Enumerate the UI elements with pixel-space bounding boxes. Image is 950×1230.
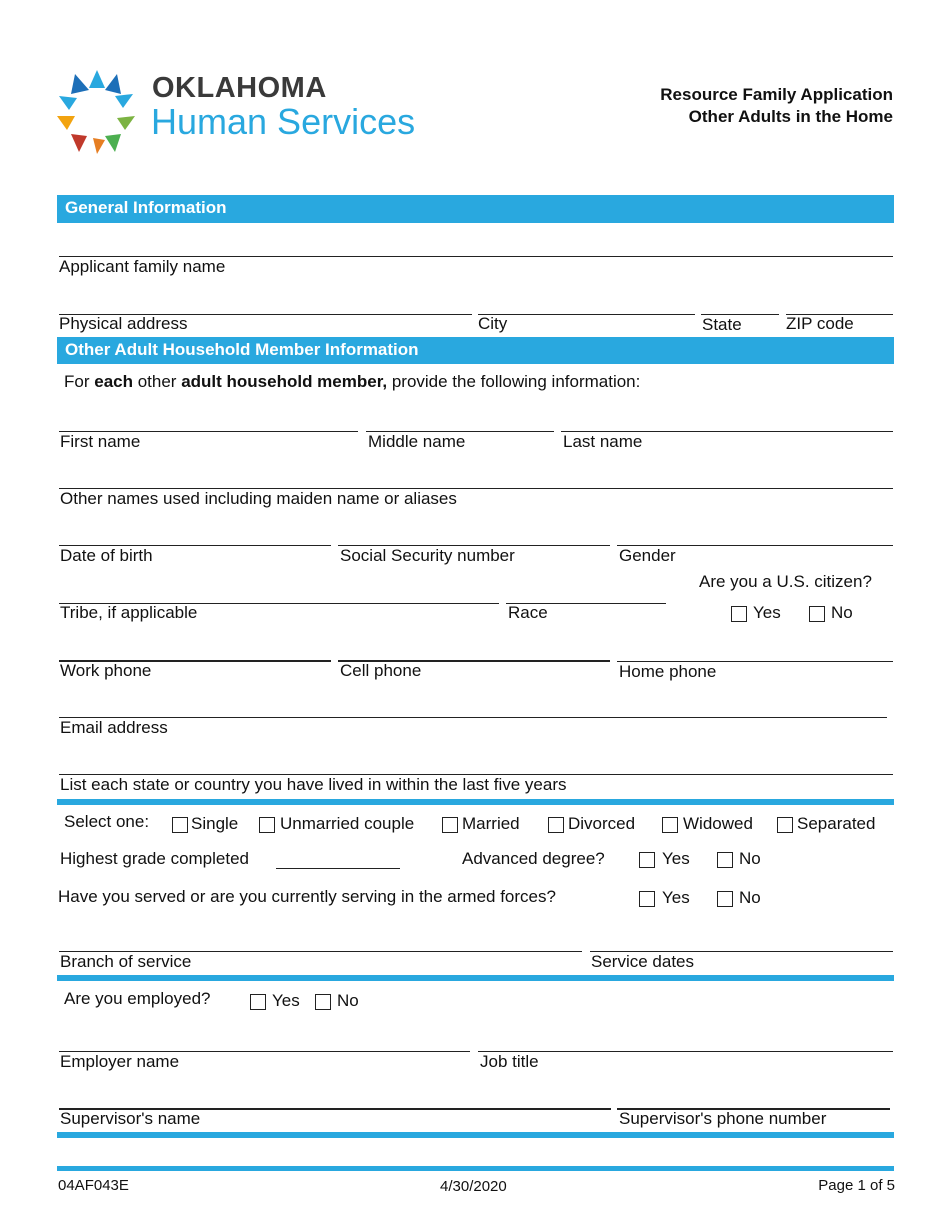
last-name-label: Last name (563, 432, 643, 451)
marital-widowed-checkbox[interactable] (662, 817, 678, 833)
armed-forces-question: Have you served or are you currently serving in the armed forces? (58, 887, 556, 906)
armed-forces-no-label: No (739, 888, 761, 907)
marital-widowed-label: Widowed (683, 814, 753, 833)
advanced-degree-yes-label: Yes (662, 849, 690, 868)
general-information-header (57, 195, 894, 223)
job-title-field[interactable] (478, 1051, 893, 1052)
state-label: State (702, 315, 742, 334)
branch-of-service-label: Branch of service (60, 952, 192, 971)
middle-name-label: Middle name (368, 432, 466, 451)
citizen-no-checkbox[interactable] (809, 606, 825, 622)
employed-question: Are you employed? (64, 989, 211, 1008)
city-field[interactable] (478, 314, 695, 315)
employer-name-label: Employer name (60, 1052, 180, 1071)
employed-no-checkbox[interactable] (315, 994, 331, 1010)
form-subtitle: Other Adults in the Home (688, 107, 893, 126)
marital-unmarried-couple-label: Unmarried couple (280, 814, 415, 833)
work-phone-label: Work phone (60, 661, 152, 680)
race-label: Race (508, 603, 548, 622)
marital-separated-label: Separated (797, 814, 876, 833)
other-adult-header (57, 337, 894, 364)
home-phone-label: Home phone (619, 662, 717, 681)
armed-forces-yes-checkbox[interactable] (639, 891, 655, 907)
page-number: Page 1 of 5 (818, 1177, 895, 1194)
employed-no-label: No (337, 991, 359, 1010)
citizen-yes-label: Yes (753, 603, 781, 622)
first-name-label: First name (60, 432, 141, 451)
email-field[interactable] (59, 717, 887, 718)
form-id: 04AF043E (58, 1177, 129, 1194)
marital-single-label: Single (191, 814, 239, 833)
section-divider (57, 799, 894, 805)
section-title: Other Adult Household Member Information (65, 340, 419, 359)
armed-forces-yes-label: Yes (662, 888, 690, 907)
marital-divorced-checkbox[interactable] (548, 817, 564, 833)
employed-yes-label: Yes (272, 991, 300, 1010)
email-label: Email address (60, 718, 168, 737)
marital-married-label: Married (462, 814, 520, 833)
starburst-logo-icon (55, 68, 139, 154)
tribe-label: Tribe, if applicable (60, 603, 198, 622)
footer-rule (57, 1166, 894, 1171)
cell-phone-label: Cell phone (340, 661, 422, 680)
section-divider (57, 975, 894, 981)
advanced-degree-yes-checkbox[interactable] (639, 852, 655, 868)
marital-separated-checkbox[interactable] (777, 817, 793, 833)
agency-logo (55, 68, 465, 154)
marital-unmarried-couple-checkbox[interactable] (259, 817, 275, 833)
marital-divorced-label: Divorced (568, 814, 636, 833)
ssn-label: Social Security number (340, 546, 515, 565)
highest-grade-field[interactable] (276, 868, 400, 869)
advanced-degree-no-checkbox[interactable] (717, 852, 733, 868)
marital-married-checkbox[interactable] (442, 817, 458, 833)
gender-label: Gender (619, 546, 676, 565)
service-dates-label: Service dates (591, 952, 694, 971)
intro-text: For each other adult household member, provide the following information: (64, 372, 641, 391)
citizen-yes-checkbox[interactable] (731, 606, 747, 622)
marital-single-checkbox[interactable] (172, 817, 188, 833)
advanced-degree-label: Advanced degree? (462, 849, 605, 868)
applicant-family-name-label: Applicant family name (59, 257, 226, 276)
revision-date: 4/30/2020 (440, 1178, 507, 1195)
citizen-no-label: No (831, 603, 853, 622)
dob-label: Date of birth (60, 546, 153, 565)
logo-oklahoma-text: OKLAHOMA (152, 72, 327, 104)
highest-grade-label: Highest grade completed (60, 849, 250, 868)
city-label: City (478, 314, 508, 333)
physical-address-label: Physical address (59, 314, 188, 333)
armed-forces-no-checkbox[interactable] (717, 891, 733, 907)
marital-select-label: Select one: (64, 812, 150, 831)
supervisor-phone-label: Supervisor's phone number (619, 1109, 827, 1128)
zip-label: ZIP code (786, 314, 854, 333)
citizen-question: Are you a U.S. citizen? (699, 572, 872, 591)
other-names-label: Other names used including maiden name or aliases (60, 489, 457, 508)
section-title: General Information (65, 198, 227, 217)
states-lived-label: List each state or country you have lived in within the last five years (60, 775, 567, 794)
form-title: Resource Family Application (660, 85, 893, 104)
job-title-label: Job title (480, 1052, 539, 1071)
supervisor-name-label: Supervisor's name (60, 1109, 201, 1128)
section-divider (57, 1132, 894, 1138)
logo-human-services-text: Human Services (151, 101, 416, 142)
advanced-degree-no-label: No (739, 849, 761, 868)
employed-yes-checkbox[interactable] (250, 994, 266, 1010)
